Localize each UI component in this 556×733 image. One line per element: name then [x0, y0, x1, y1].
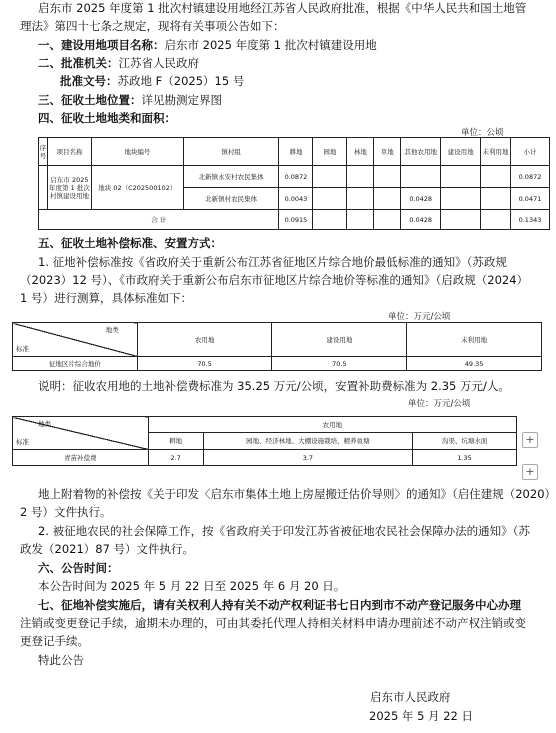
table2-header: 农用地	[137, 323, 272, 357]
table1-cell	[347, 166, 374, 188]
table1-cell: 0.0915	[279, 210, 313, 230]
section-6-label: 六、公告时间：	[38, 561, 119, 575]
section-2	[38, 55, 199, 72]
table1-header: 镇村组	[183, 138, 279, 166]
intro-line-2: 理法》第四十七条之规定，现将有关事项公告如下：	[20, 19, 285, 33]
table1-cell	[481, 188, 511, 210]
table1-header: 小计	[510, 138, 549, 166]
section-7-line-1-text: 七、征地补偿实施后，请有关权利人持有关不动产权利证书七日内到市不动产登记服务中心办理	[38, 598, 521, 612]
table2-row-label: 征地区片综合地价	[13, 357, 138, 371]
para1-line-2: （2023）12 号）、《市政府关于重新公布启东市征地区片综合地价等标准的通知》（启政规（2024）	[20, 273, 529, 287]
para3-line-2: 政发（2021）87 号）文件执行。	[20, 542, 195, 556]
table2-header-row	[13, 323, 542, 357]
table1-cell: 0.0043	[279, 188, 313, 210]
table2-cell: 70.5	[272, 357, 407, 371]
section-7-line-3: 更登记手续。	[20, 634, 89, 648]
table1-cell: 0.0872	[510, 166, 549, 188]
section-3	[38, 92, 222, 109]
para2-line-2: 2 号）文件执行。	[20, 505, 112, 519]
table1-header: 建设用地	[441, 138, 481, 166]
section-5-label: 五、征收土地补偿标准、安置方式：	[38, 236, 222, 250]
table2-unit: 单位：万元/公顷	[388, 312, 451, 322]
para3-line-1: 2. 被征地农民的社会保障工作，按《省政府关于印发江苏省被征地农民社会保障办法的通知》（苏	[38, 524, 530, 538]
table3-header-row	[13, 417, 517, 433]
section-2b-label: 批准文号：	[60, 74, 118, 88]
table1-cell	[374, 188, 401, 210]
table3-cell: 2.7	[148, 450, 203, 466]
table3-corner	[13, 417, 149, 450]
section-1-value: 启东市 2025 年度第 1 批次村镇建设用地	[164, 38, 377, 52]
para2-line-1: 地上附着物的补偿按《关于印发〈启东市集体土地上房屋搬迁估价导则〉的通知》（启住建规（2020）	[38, 487, 556, 501]
table1-cell	[401, 166, 441, 188]
table1-cell: 0.1343	[510, 210, 549, 230]
land-area-table	[38, 137, 550, 230]
table1-cell	[313, 188, 347, 210]
table1-cell: 0.0471	[510, 188, 549, 210]
section-3-value: 详见勘测定界图	[141, 93, 222, 107]
table1-header-row	[39, 138, 550, 166]
table-row	[39, 166, 550, 188]
table1-header: 耕地	[279, 138, 313, 166]
table3-header: 耕地	[148, 433, 203, 450]
table-row	[13, 357, 542, 371]
table1-cell	[347, 210, 374, 230]
table1-village: 北新镇村农民集体	[183, 188, 279, 210]
table1-cell	[441, 188, 481, 210]
sign-date: 2025 年 5 月 22 日	[369, 709, 473, 723]
table1-cell	[313, 166, 347, 188]
section-2b-value: 苏政地 F（2025）15 号	[117, 74, 245, 88]
table2-corner	[13, 323, 138, 357]
table3-cell: 3.7	[203, 450, 413, 466]
para4: 本公告时间为 2025 年 5 月 22 日至 2025 年 6 月 20 日。	[38, 579, 346, 593]
table3-row-label: 青苗补偿费	[13, 450, 149, 466]
table1-header: 林地	[347, 138, 374, 166]
table1-seq	[39, 166, 48, 210]
table1-header: 其他农用地	[401, 138, 441, 166]
table3-unit: 单位：万元/公顷	[408, 399, 471, 409]
table1-cell: 0.0428	[401, 188, 441, 210]
table3-cell: 1.35	[413, 450, 517, 466]
sign-org: 启东市人民政府	[370, 690, 451, 704]
table1-header: 项目名称	[47, 138, 91, 166]
section-2-label: 二、批准机关：	[38, 56, 119, 70]
table1-cell	[441, 210, 481, 230]
table-row	[13, 450, 517, 466]
table1-sum-row	[39, 210, 550, 230]
table2-cell: 70.5	[137, 357, 272, 371]
table1-cell: 0.0428	[401, 210, 441, 230]
section-4-label: 四、征收土地地类和面积：	[38, 111, 176, 125]
table2-land-label: 地类	[105, 326, 119, 334]
note: 说明：征收农用地的土地补偿费标准为 35.25 万元/公顷，安置补助费标准为 2.35 万元/人。	[38, 379, 510, 393]
table1-header: 序号	[39, 138, 48, 166]
table1-header: 草地	[374, 138, 401, 166]
section-7-line-1	[38, 597, 521, 614]
table3-group-header: 农用地	[148, 417, 516, 433]
table3-header: 沟渠、坑塘水面	[413, 433, 517, 450]
table1-cell	[374, 166, 401, 188]
table3-header: 园地、经济林地、大棚设施栽培、精养鱼塘	[203, 433, 413, 450]
section-2b	[60, 73, 244, 90]
table1-cell	[374, 210, 401, 230]
table1-village: 北新镇永安村农民集体	[183, 166, 279, 188]
table1-unit: 单位：公顷	[461, 128, 504, 138]
table2-header: 建设用地	[272, 323, 407, 357]
table1-plot: 地块 02（C202500102）	[91, 166, 183, 210]
table1-header: 未利用地	[481, 138, 511, 166]
section-3-label: 三、征收土地位置：	[38, 93, 142, 107]
crop-compensation-table	[12, 416, 517, 466]
table2-header: 未利用地	[407, 323, 542, 357]
table1-cell	[347, 188, 374, 210]
table1-header: 地块编号	[91, 138, 183, 166]
add-row-icon[interactable]: +	[522, 464, 538, 480]
para1-line-1: 1. 征地补偿标准按《省政府关于重新公布江苏省征地区片综合地价最低标准的通知》（苏政规	[38, 255, 507, 269]
table1-cell	[441, 166, 481, 188]
table1-cell	[481, 166, 511, 188]
table1-sum-label: 合 计	[39, 210, 279, 230]
section-7-line-2: 注销或变更登记手续，逾期未办理的，可由其委托代理人持相关材料申请办理前述不动产权注销或变	[20, 616, 526, 630]
table1-cell: 0.0872	[279, 166, 313, 188]
table1-header: 园地	[313, 138, 347, 166]
table2-std-label: 标准	[16, 345, 29, 353]
compensation-price-table	[12, 322, 542, 371]
table3-std-label: 标准	[16, 438, 29, 446]
para1-line-3: 1 号）进行测算，具体标准如下：	[20, 291, 192, 305]
table3-land-label: 地类	[38, 420, 51, 428]
section-2-value: 江苏省人民政府	[118, 56, 199, 70]
table1-cell	[313, 210, 347, 230]
add-row-icon[interactable]: +	[522, 432, 538, 448]
section-1-label: 一、建设用地项目名称：	[38, 38, 165, 52]
closing: 特此公告	[38, 653, 84, 667]
section-1	[38, 37, 377, 54]
table1-cell	[481, 210, 511, 230]
table1-project: 启东市 2025 年度第 1 批次村镇建设用地	[47, 166, 91, 210]
table2-cell: 49.35	[407, 357, 542, 371]
intro-line-1: 启东市 2025 年度第 1 批次村镇建设用地经江苏省人民政府批准，根据《中华人民共和国土地管	[38, 1, 527, 15]
